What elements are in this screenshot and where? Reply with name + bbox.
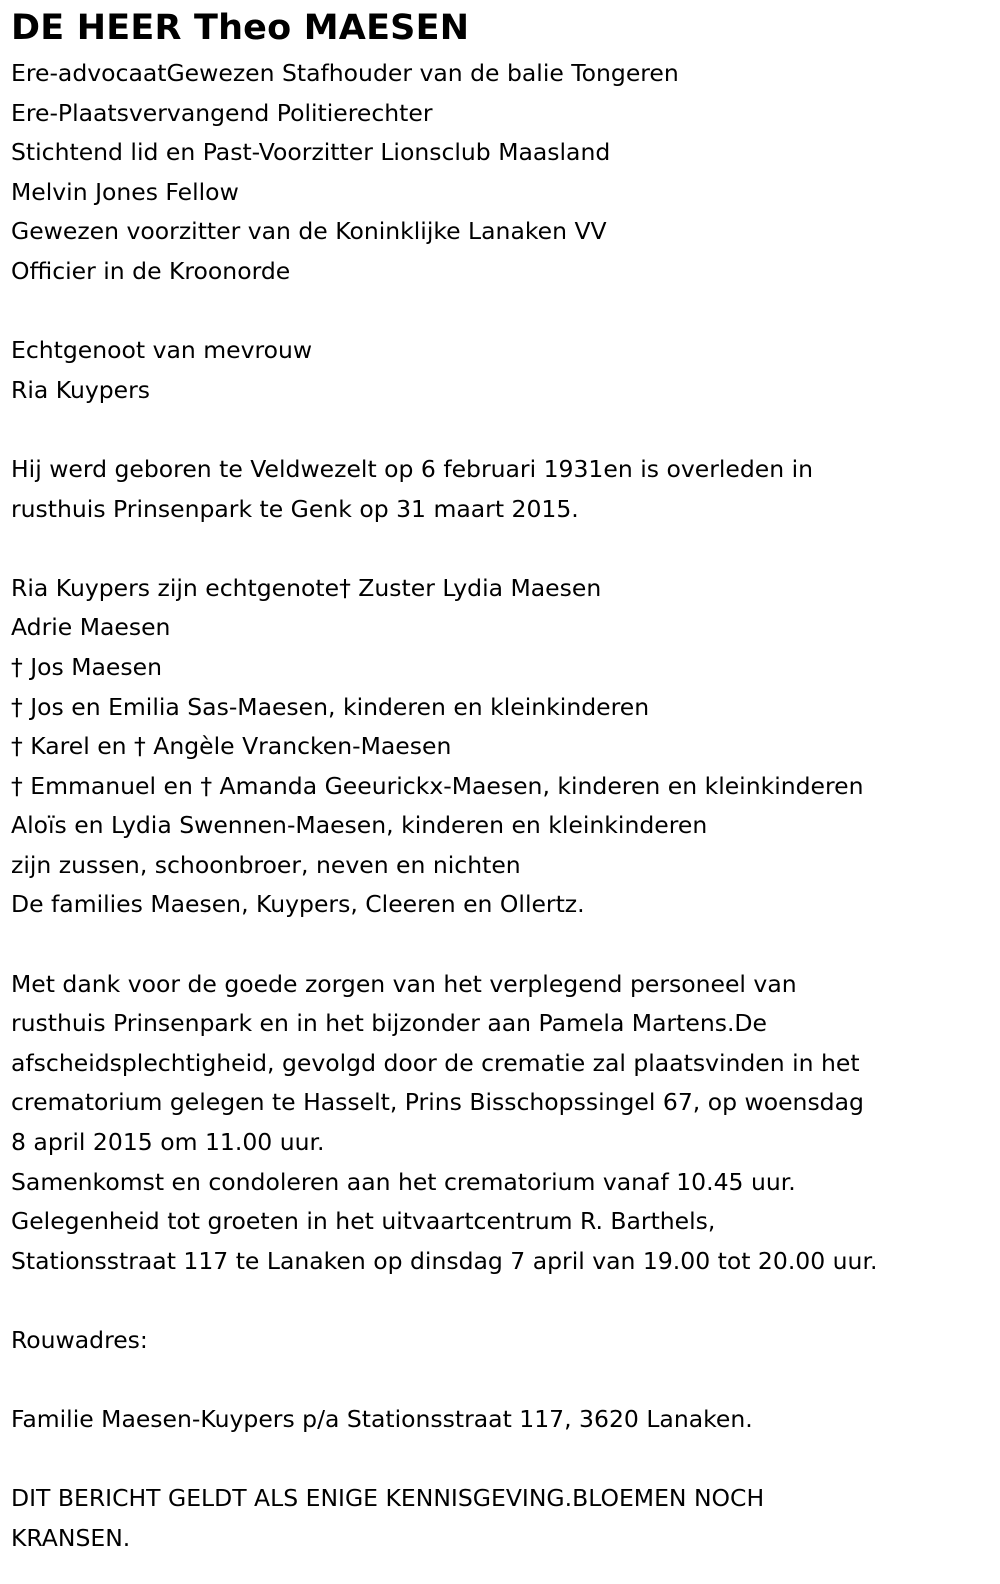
family-line: † Karel en † Angèle Vrancken-Maesen: [11, 732, 452, 761]
spacer: [11, 1281, 990, 1321]
title-line: Ere-advocaatGewezen Stafhouder van de balie Tongeren: [11, 59, 679, 87]
family-line: † Jos en Emilia Sas-Maesen, kinderen en kleinkinderen: [11, 692, 650, 721]
birth-death-block: [11, 450, 990, 529]
title-line: Ere-Plaatsvervangend Politierechter: [11, 98, 433, 127]
ceremony-line: Samenkomst en condoleren aan het crematorium vanaf 10.45 uur.: [11, 1167, 796, 1196]
family-line: † Emmanuel en † Amanda Geeurickx-Maesen, kinderen en kleinkinderen: [11, 771, 864, 800]
birth-death-line: Hij werd geboren te Veldwezelt op 6 februari 1931en is overleden in: [11, 454, 814, 483]
ceremony-line: Met dank voor de goede zorgen van het verplegend personeel van: [11, 969, 797, 998]
ceremony-line: afscheidsplechtigheid, gevolgd door de crematie zal plaatsvinden in het: [11, 1048, 860, 1077]
spacer: [11, 1361, 990, 1401]
spacer: [11, 1440, 990, 1480]
family-line: † Jos Maesen: [11, 652, 162, 681]
spacer: [11, 529, 990, 569]
address-label-block: [11, 1321, 990, 1361]
title-line: Stichtend lid en Past-Voorzitter Lionsclub Maasland: [11, 138, 611, 167]
title-line: Officier in de Kroonorde: [11, 256, 291, 285]
title-line: Melvin Jones Fellow: [11, 177, 239, 206]
closing-line: KRANSEN.: [11, 1523, 131, 1552]
address-block: [11, 1400, 990, 1440]
spouse-name: Ria Kuypers: [11, 375, 151, 404]
ceremony-line: Gelegenheid tot groeten in het uitvaartcentrum R. Barthels,: [11, 1207, 716, 1236]
title-line: Gewezen voorzitter van de Koninklijke Lanaken VV: [11, 217, 607, 246]
closing-line: DIT BERICHT GELDT ALS ENIGE KENNISGEVING.BLOEMEN NOCH: [11, 1484, 765, 1513]
address-label: Rouwadres:: [11, 1326, 148, 1354]
family-block: [11, 569, 990, 925]
ceremony-line: 8 april 2015 om 11.00 uur.: [11, 1128, 325, 1157]
family-line: De families Maesen, Kuypers, Cleeren en Ollertz.: [11, 890, 585, 919]
family-line: Aloïs en Lydia Swennen-Maesen, kinderen en kleinkinderen: [11, 811, 708, 840]
birth-death-line: rusthuis Prinsenpark te Genk op 31 maart 2015.: [11, 494, 579, 523]
family-line: Adrie Maesen: [11, 613, 171, 642]
notice-title: DE HEER Theo MAESEN: [11, 8, 470, 48]
spacer: [11, 292, 990, 332]
ceremony-block: [11, 965, 990, 1282]
titles-block: [11, 54, 990, 292]
mourning-address: Familie Maesen-Kuypers p/a Stationsstraat 117, 3620 Lanaken.: [11, 1405, 753, 1434]
ceremony-line: Stationsstraat 117 te Lanaken op dinsdag 7 april van 19.00 tot 20.00 uur.: [11, 1246, 878, 1275]
ceremony-line: crematorium gelegen te Hasselt, Prins Bisschopssingel 67, op woensdag: [11, 1088, 864, 1117]
ceremony-line: rusthuis Prinsenpark en in het bijzonder aan Pamela Martens.De: [11, 1009, 767, 1038]
spacer: [11, 410, 990, 450]
spouse-line: Echtgenoot van mevrouw: [11, 336, 313, 365]
spouse-block: [11, 331, 990, 410]
family-line: Ria Kuypers zijn echtgenote† Zuster Lydia Maesen: [11, 573, 602, 602]
closing-block: [11, 1479, 990, 1558]
family-line: zijn zussen, schoonbroer, neven en nichten: [11, 850, 521, 879]
spacer: [11, 925, 990, 965]
